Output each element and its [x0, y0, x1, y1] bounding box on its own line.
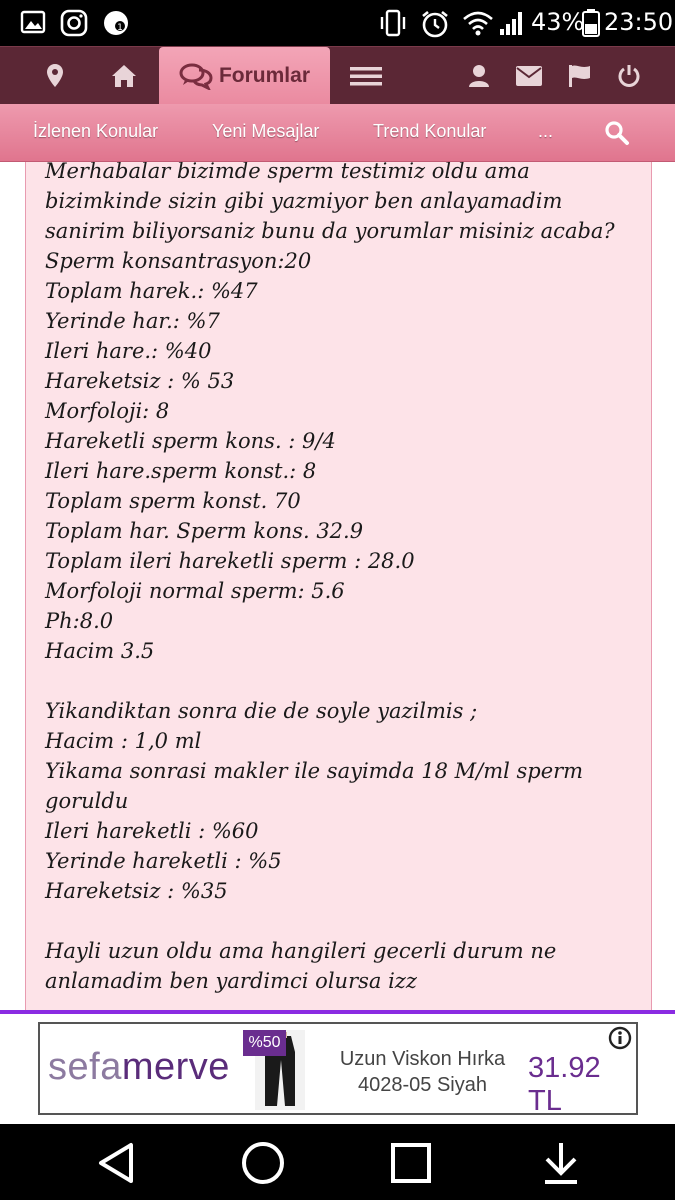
info-icon	[608, 1026, 632, 1050]
gallery-icon	[20, 9, 46, 39]
flag-icon	[568, 64, 592, 88]
post-line: Toplam har. Sperm kons. 32.9	[45, 519, 364, 543]
user-icon	[469, 64, 489, 88]
svg-text:1: 1	[117, 23, 123, 33]
download-icon	[541, 1141, 581, 1185]
link-more[interactable]: ...	[538, 121, 554, 141]
mail-icon	[516, 66, 542, 86]
power-icon	[617, 64, 641, 88]
location-icon	[46, 63, 64, 89]
vibrate-icon	[378, 9, 408, 41]
ad-banner-area	[0, 1014, 675, 1124]
post-line: Morfoloji: 8	[45, 399, 170, 423]
post-line: Sperm konsantrasyon:20	[45, 249, 312, 273]
post-line: Ileri hare.sperm konst.: 8	[45, 459, 317, 483]
tab-forumlar[interactable]	[159, 47, 330, 105]
post-line: Yerinde hareketli : %5	[45, 849, 282, 873]
clock: 23:50	[604, 8, 674, 36]
post-blank-line	[45, 906, 645, 936]
ad-discount-badge: %50	[243, 1030, 286, 1056]
ad-info-button[interactable]	[608, 1026, 632, 1050]
post-line: anlamadim ben yardimci olursa izz	[45, 969, 417, 993]
instagram-icon	[60, 9, 88, 41]
post-body	[45, 162, 645, 996]
link-trend-konular[interactable]: Trend Konular	[373, 121, 487, 141]
home-system-button[interactable]	[238, 1138, 288, 1188]
signal-icon	[498, 9, 526, 41]
post-line: Ileri hare.: %40	[45, 339, 212, 363]
post-line: Ileri hareketli : %60	[45, 819, 259, 843]
post-line: Yikandiktan sonra die de soyle yazilmis ;	[45, 699, 478, 723]
ad-brand-logo	[48, 1046, 230, 1089]
location-button[interactable]	[30, 47, 80, 105]
wifi-icon	[462, 9, 494, 41]
post-line: Hareketsiz : %35	[45, 879, 228, 903]
link-yeni-mesajlar[interactable]: Yeni Mesajlar	[212, 121, 320, 141]
post-line: Toplam ileri hareketli sperm : 28.0	[45, 549, 415, 573]
ad-desc-line1: Uzun Viskon Hırka	[339, 1048, 506, 1070]
messages-button[interactable]	[510, 47, 548, 105]
alerts-button[interactable]	[562, 47, 598, 105]
post-line: sanirim biliyorsaniz bunu da yorumlar misiniz acaba?	[45, 219, 615, 243]
circle-home-icon	[240, 1140, 286, 1186]
download-button[interactable]	[536, 1138, 586, 1188]
post-content-area	[0, 162, 675, 1012]
chat-icon	[179, 62, 213, 90]
menu-icon	[350, 65, 382, 87]
home-icon	[111, 64, 137, 88]
back-button[interactable]	[90, 1138, 140, 1188]
post-blank-line	[45, 666, 645, 696]
back-icon	[95, 1141, 135, 1185]
tab-forumlar-label: Forumlar	[218, 64, 310, 87]
home-button[interactable]	[98, 47, 150, 105]
battery-icon	[582, 9, 600, 41]
post-line: Yerinde har.: %7	[45, 309, 220, 333]
search-icon	[604, 120, 630, 146]
post-line: Toplam sperm konst. 70	[45, 489, 301, 513]
post-line: Morfoloji normal sperm: 5.6	[45, 579, 345, 603]
ad-brand-part2: merve	[121, 1046, 230, 1088]
app-notification-icon	[102, 9, 130, 41]
post-line: Ph:8.0	[45, 609, 114, 633]
square-recents-icon	[390, 1142, 432, 1184]
post-line: Hareketli sperm kons. : 9/4	[45, 429, 336, 453]
battery-percent: 43%	[531, 8, 585, 36]
menu-button[interactable]	[342, 47, 390, 105]
top-navigation	[0, 46, 675, 104]
search-button[interactable]	[604, 120, 630, 150]
account-button[interactable]	[460, 47, 498, 105]
post-line: Merhabalar bizimde sperm testimiz oldu ama	[45, 162, 530, 183]
post-line: Hayli uzun oldu ama hangileri gecerli durum ne	[45, 939, 557, 963]
post-line: Yikama sonrasi makler ile sayimda 18 M/ml sperm	[45, 759, 584, 783]
ad-desc-line2: 4028-05 Siyah	[358, 1074, 487, 1096]
post-line: goruldu	[45, 789, 129, 813]
post-line: Hacim : 1,0 ml	[45, 729, 202, 753]
recents-button[interactable]	[386, 1138, 436, 1188]
ad-banner[interactable]	[38, 1022, 638, 1115]
status-bar	[0, 0, 675, 46]
link-izlenen-konular[interactable]: İzlenen Konular	[33, 121, 159, 141]
post-line: bizimkinde sizin gibi yazmiyor ben anlayamadim	[45, 189, 563, 213]
ad-price: 31.92 TL	[528, 1052, 601, 1117]
sub-navigation	[0, 104, 675, 162]
post-message	[25, 162, 652, 1012]
logout-button[interactable]	[610, 47, 648, 105]
system-navigation-bar	[0, 1124, 675, 1200]
alarm-icon	[420, 9, 450, 43]
post-line: Toplam harek.: %47	[45, 279, 258, 303]
post-line: Hareketsiz : % 53	[45, 369, 235, 393]
ad-brand-part1: sefa	[48, 1046, 122, 1088]
post-line: Hacim 3.5	[45, 639, 155, 663]
ad-description	[335, 1046, 510, 1098]
